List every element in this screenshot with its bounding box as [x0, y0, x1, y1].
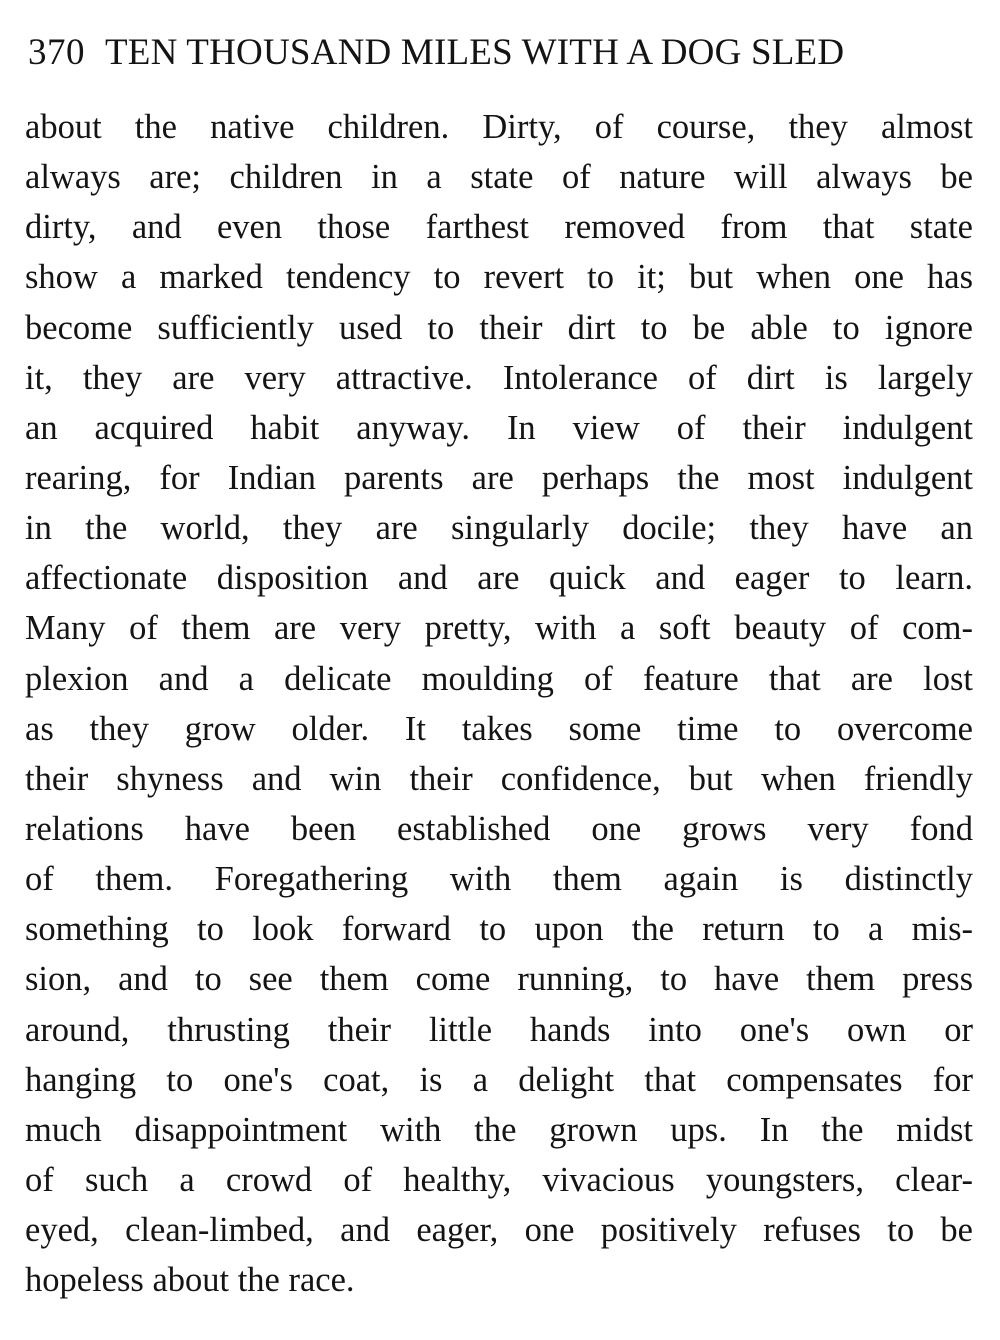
text-line: hanging to one's coat, is a delight that compensates for	[25, 1060, 973, 1099]
text-line: rearing, for Indian parents are perhaps the most indulgent	[25, 458, 973, 497]
text-line: it, they are very attractive. Intolerance of dirt is largely	[25, 358, 973, 397]
page-number: 370	[28, 32, 85, 73]
text-line: of them. Foregathering with them again is distinctly	[25, 860, 973, 899]
page-header	[28, 30, 940, 76]
text-line: about the native children. Dirty, of course, they almost	[25, 108, 973, 146]
text-line: of such a crowd of healthy, vivacious youngsters, clear-	[25, 1160, 973, 1199]
text-line: affectionate disposition and are quick and eager to learn.	[25, 559, 973, 598]
text-line: become sufficiently used to their dirt to be able to ignore	[25, 308, 973, 347]
text-line: plexion and a delicate moulding of feature that are lost	[25, 659, 973, 698]
text-line: their shyness and win their confidence, but when friendly	[25, 759, 973, 798]
text-line: always are; children in a state of nature will always be	[25, 158, 973, 197]
text-line: something to look forward to upon the return to a mis-	[25, 910, 973, 949]
text-line: Many of them are very pretty, with a soft beauty of com-	[25, 609, 973, 648]
body-text	[25, 102, 973, 1305]
text-line: show a marked tendency to revert to it; but when one has	[25, 258, 973, 297]
text-line: in the world, they are singularly docile; they have an	[25, 509, 973, 548]
text-line: much disappointment with the grown ups. In the midst	[25, 1110, 973, 1149]
text-line: eyed, clean-limbed, and eager, one positively refuses to be	[25, 1211, 973, 1250]
text-line: sion, and to see them come running, to have them press	[25, 960, 973, 999]
text-line: around, thrusting their little hands into one's own or	[25, 1010, 973, 1049]
text-line: an acquired habit anyway. In view of their indulgent	[25, 408, 973, 447]
text-line: hopeless about the race.	[25, 1261, 355, 1300]
text-line: dirty, and even those farthest removed from that state	[25, 208, 973, 247]
running-title: TEN THOUSAND MILES WITH A DOG SLED	[105, 32, 845, 73]
text-line: as they grow older. It takes some time to overcome	[25, 709, 973, 748]
text-line: relations have been established one grows very fond	[25, 809, 973, 848]
